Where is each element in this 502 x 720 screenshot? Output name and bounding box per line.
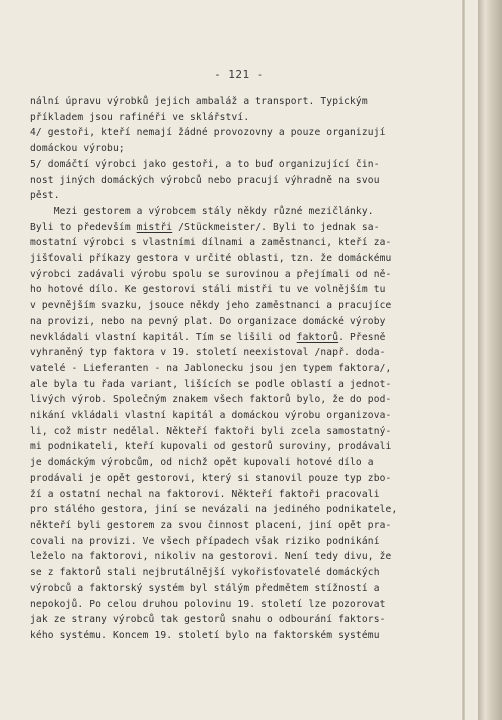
text-line: [30, 597, 450, 613]
text-line: [30, 267, 450, 283]
underlined-term: faktorů: [296, 331, 339, 343]
text-line: [30, 471, 450, 487]
text-segment: je domáckým výrobcům, od nichž opět kupovali hotové dílo a: [30, 457, 374, 469]
text-segment: domáckou výrobu;: [30, 143, 125, 155]
book-page-edge: [478, 0, 502, 720]
text-segment: 4/ gestoři, kteří nemají žádné provozovny a pouze organizují: [30, 127, 386, 139]
text-line: [30, 298, 450, 314]
text-segment: se z faktorů stali nejbrutálnější vykořisťovatelé domáckých: [30, 567, 380, 579]
text-line: [30, 282, 450, 298]
page-fold-shadow: [462, 0, 465, 720]
text-line: [30, 581, 450, 597]
text-line: [30, 502, 450, 518]
text-segment: jak ze strany výrobců tak gestorů snahu o odbourání faktors-: [30, 614, 386, 626]
text-line: [30, 518, 450, 534]
text-line: [30, 94, 450, 110]
text-line: [30, 534, 450, 550]
text-segment: pro stálého gestora, jiní se nevázali na jediného podnikatele,: [30, 504, 398, 516]
text-line: [30, 173, 450, 189]
text-line: [30, 455, 450, 471]
text-line: [30, 141, 450, 157]
text-line: [30, 439, 450, 455]
text-line: [30, 628, 450, 644]
text-segment: Byli to především: [30, 221, 137, 233]
text-segment: leželo na faktorovi, nikoliv na gestorovi. Není tedy divu, že: [30, 551, 392, 563]
text-segment: /Stückmeister/. Byli to jednak sa-: [172, 221, 380, 233]
text-line: [30, 549, 450, 565]
text-segment: . Přesně: [338, 331, 386, 343]
text-line: [30, 345, 450, 361]
text-segment: jišťovali příkazy gestora v určité oblasti, tzn. že domáckému: [30, 253, 392, 265]
text-segment: nální úpravu výrobků jejich ambaláž a transport. Typickým: [30, 96, 368, 107]
page-number: - 121 -: [214, 68, 264, 81]
text-segment: nepokojů. Po celou druhou polovinu 19. století lze pozorovat: [30, 598, 386, 610]
text-segment: někteří byli gestorem za svou činnost placeni, jiní opět pra-: [30, 519, 392, 531]
text-segment: v pevnějším svazku, jsouce někdy jeho zaměstnanci a pracujíce: [30, 300, 392, 312]
text-line: [30, 157, 450, 173]
text-segment: 5/ domáčtí výrobci jako gestoři, a to buď organizující čin-: [30, 158, 380, 170]
text-line: [30, 377, 450, 393]
text-line: [30, 612, 450, 628]
text-line: [30, 392, 450, 408]
text-segment: pěst.: [30, 190, 60, 202]
text-segment: prodávali je opět gestorovi, který si stanovil pouze typ zbo-: [30, 472, 392, 484]
text-line: [30, 314, 450, 330]
text-segment: vyhraněný typ faktora v 19. století neexistoval /např. doda-: [30, 347, 386, 359]
text-line: [30, 235, 450, 251]
text-segment: covali na provizi. Ve všech případech však riziko podnikání: [30, 535, 380, 547]
text-segment: na provizi, nebo na pevný plat. Do organizace domácké výroby: [30, 315, 386, 327]
text-segment: příkladem jsou rafinéři ve sklářství.: [30, 111, 250, 123]
text-line: [30, 204, 450, 220]
text-line: [30, 188, 450, 204]
text-segment: ží a ostatní nechal na faktorovi. Někteří faktoři pracovali: [30, 488, 380, 500]
text-segment: mostatní výrobci s vlastními dílnami a zaměstnanci, kteří za-: [30, 237, 392, 249]
text-line: [30, 487, 450, 503]
text-segment: livých výrob. Společným znakem všech faktorů bylo, že do pod-: [30, 394, 392, 406]
text-line: [30, 220, 450, 236]
text-segment: vatelé - Lieferanten - na Jablonecku jsou jen typem faktora/,: [30, 362, 392, 374]
text-line: [30, 361, 450, 377]
text-line: [30, 565, 450, 581]
text-line: [30, 330, 450, 346]
text-line: [30, 408, 450, 424]
text-segment: ho hotové dílo. Ke gestorovi stáli mistři tu ve volnějším tu: [30, 284, 386, 296]
text-segment: nikání vkládali vlastní kapitál a domáckou výrobu organizova-: [30, 410, 392, 422]
text-line: [30, 125, 450, 141]
text-segment: výrobci zadávali výrobu spolu se surovinou a přejímali od ně-: [30, 268, 392, 280]
text-segment: výrobců a faktorský systém byl stálým předmětem stížností a: [30, 582, 380, 594]
text-segment: kého systému. Koncem 19. století bylo na faktorském systému: [30, 629, 380, 641]
text-segment: li, což mistr nedělal. Někteří faktoři byli zcela samostatný-: [30, 425, 392, 437]
text-segment: nevkládali vlastní kapitál. Tím se lišili od: [30, 331, 297, 343]
text-segment: mi podnikateli, kteří kupovali od gestorů suroviny, prodávali: [30, 441, 392, 453]
text-segment: ale byla tu řada variant, lišících se podle oblastí a jednot-: [30, 378, 392, 390]
text-line: [30, 424, 450, 440]
text-line: [30, 251, 450, 267]
underlined-term: mistři: [136, 221, 173, 233]
text-segment: Mezi gestorem a výrobcem stály někdy různé mezičlánky.: [30, 205, 374, 217]
body-text: [30, 94, 450, 644]
text-segment: nost jiných domáckých výrobců nebo pracují výhradně na svou: [30, 174, 380, 186]
text-line: [30, 110, 450, 126]
